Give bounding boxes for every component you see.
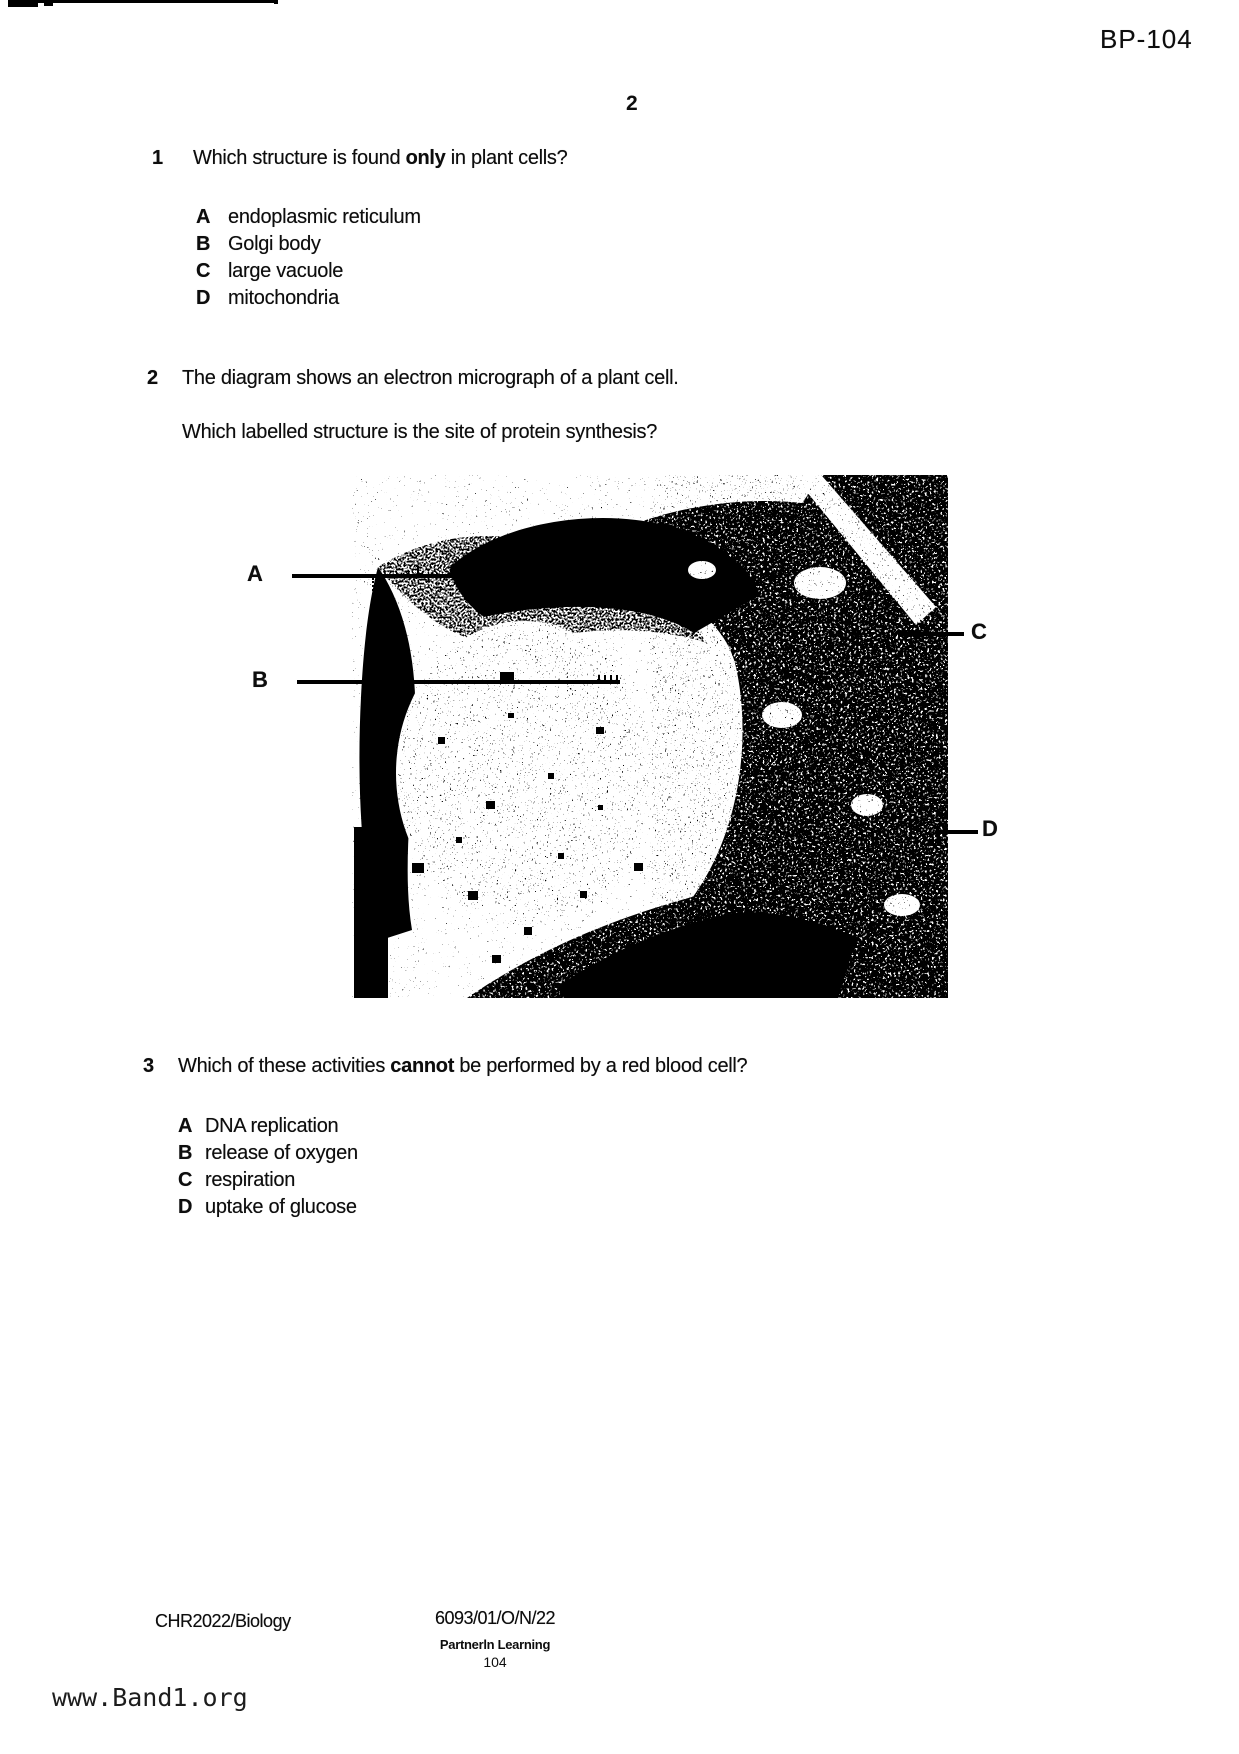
label-line-b-hash bbox=[598, 675, 600, 684]
question-3-text-bold: cannot bbox=[390, 1055, 455, 1077]
option-text: Golgi body bbox=[228, 233, 321, 255]
label-line-a bbox=[292, 574, 470, 578]
option-letter: C bbox=[178, 1169, 193, 1191]
question-2-number: 2 bbox=[147, 367, 158, 389]
option-letter: B bbox=[196, 233, 211, 255]
option-text: DNA replication bbox=[205, 1115, 339, 1137]
electron-micrograph-image bbox=[352, 475, 948, 998]
footer-center bbox=[415, 1608, 575, 1670]
doc-code: BP-104 bbox=[1100, 24, 1193, 54]
label-line-b-hash bbox=[616, 675, 618, 684]
option-text: large vacuole bbox=[228, 260, 344, 282]
footer-left-code: CHR2022/Biology bbox=[155, 1611, 291, 1631]
question-3-text-pre: Which of these activities bbox=[178, 1055, 391, 1077]
question-2-line1: The diagram shows an electron micrograph of a plant cell. bbox=[182, 367, 679, 389]
figure-left-edge-line bbox=[372, 578, 374, 682]
page-number: 2 bbox=[626, 92, 638, 115]
option-letter: D bbox=[178, 1196, 193, 1218]
question-3-number: 3 bbox=[143, 1055, 154, 1077]
option-text: respiration bbox=[205, 1169, 296, 1191]
option-text: endoplasmic reticulum bbox=[228, 206, 421, 228]
footer-paper-code: 6093/01/O/N/22 bbox=[434, 1608, 556, 1628]
question-1-text-pre: Which structure is found bbox=[193, 147, 406, 169]
label-line-b-hash bbox=[604, 675, 606, 684]
question-1-number: 1 bbox=[152, 147, 163, 169]
figure-label-b: B bbox=[252, 667, 268, 692]
label-line-d bbox=[938, 830, 978, 834]
figure-label-a: A bbox=[247, 561, 263, 586]
question-1-text bbox=[193, 147, 567, 170]
label-line-b-blob bbox=[500, 672, 514, 683]
option-text: uptake of glucose bbox=[205, 1196, 357, 1218]
label-line-a-tick bbox=[417, 566, 419, 575]
option-text: release of oxygen bbox=[205, 1142, 358, 1164]
question-3-text-post: be performed by a red blood cell? bbox=[454, 1055, 748, 1077]
option-letter: B bbox=[178, 1142, 193, 1164]
question-1-text-post: in plant cells? bbox=[445, 147, 568, 169]
label-line-c bbox=[898, 632, 964, 636]
figure-label-c: C bbox=[971, 619, 987, 644]
electron-micrograph bbox=[352, 475, 948, 998]
option-letter: A bbox=[178, 1115, 193, 1137]
question-2-line2: Which labelled structure is the site of protein synthesis? bbox=[182, 421, 658, 443]
footer-brand: Partnerln Learning bbox=[439, 1637, 551, 1652]
question-1-text-bold: only bbox=[405, 147, 446, 169]
option-text: mitochondria bbox=[228, 287, 339, 309]
option-letter: C bbox=[196, 260, 211, 282]
question-3-text bbox=[178, 1055, 747, 1078]
label-line-b-hash bbox=[610, 675, 612, 684]
footer-page-count: 104 bbox=[483, 1654, 507, 1670]
option-letter: A bbox=[196, 206, 211, 228]
label-line-b bbox=[297, 680, 620, 684]
figure-label-d: D bbox=[982, 816, 998, 841]
watermark-url: www.Band1.org bbox=[52, 1683, 248, 1712]
option-letter: D bbox=[196, 287, 211, 309]
